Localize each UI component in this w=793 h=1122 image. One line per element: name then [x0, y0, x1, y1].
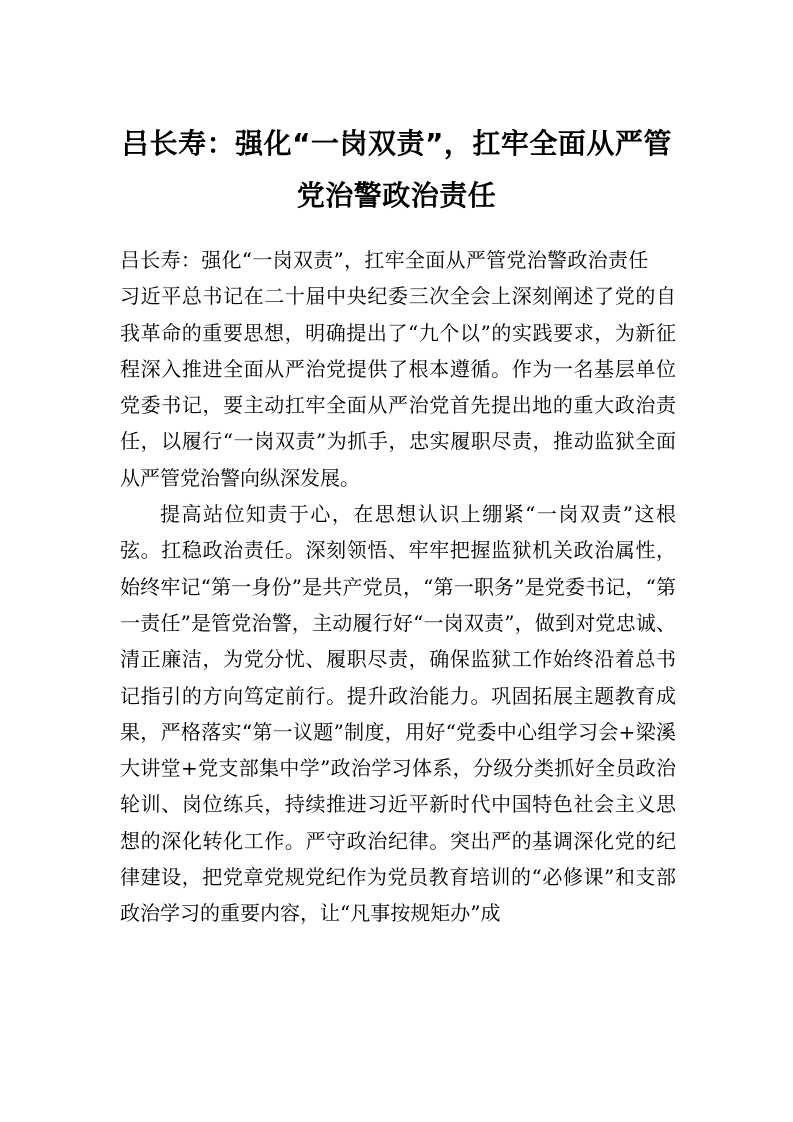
paragraph-2: 提高站位知责于心，在思想认识上绷紧“一岗双责”这根弦。扛稳政治责任。深刻领悟、牢牢把握监狱机关政治属性，始终牢记“第一身份”是共产党员，“第一职务”是党委书记，“第一责任”是管党治警，主动履行好“一岗双责”，做到对党忠诚、清正廉洁，为党分忧、履职尽责，确保监狱工作始终沿着总书记指引的方向笃定前行。提升政治能力。巩固拓展主题教育成果，严格落实“第一议题”制度，用好“党委中心组学习会+梁溪大讲堂+党支部集中学”政治学习体系，分级分类抓好全员政治轮训、岗位练兵，持续推进习近平新时代中国特色社会主义思想的深化转化工作。严守政治纪律。突出严的基调深化党的纪律建设，把党章党规党纪作为党员教育培训的“必修课”和支部政治学习的重要内容，让“凡事按规矩办”成: [120, 502, 676, 926]
document-title: 吕长寿：强化“一岗双责”，扛牢全面从严管党治警政治责任: [121, 127, 672, 212]
body-heading-line: 吕长寿：强化“一岗双责”，扛牢全面从严管党治警政治责任: [120, 248, 649, 272]
paragraph-1: 习近平总书记在二十届中央纪委三次全会上深刻阐述了党的自我革命的重要思想，明确提出了“九个以”的实践要求，为新征程深入推进全面从严治党提供了根本遵循。作为一名基层单位党委书记，要主动扛牢全面从严治党首先提出地的重大政治责任，以履行“一岗双责”为抓手，忠实履职尽责，推动监狱全面从严管党治警向纵深发展。: [120, 284, 676, 490]
document-body: [120, 242, 676, 932]
